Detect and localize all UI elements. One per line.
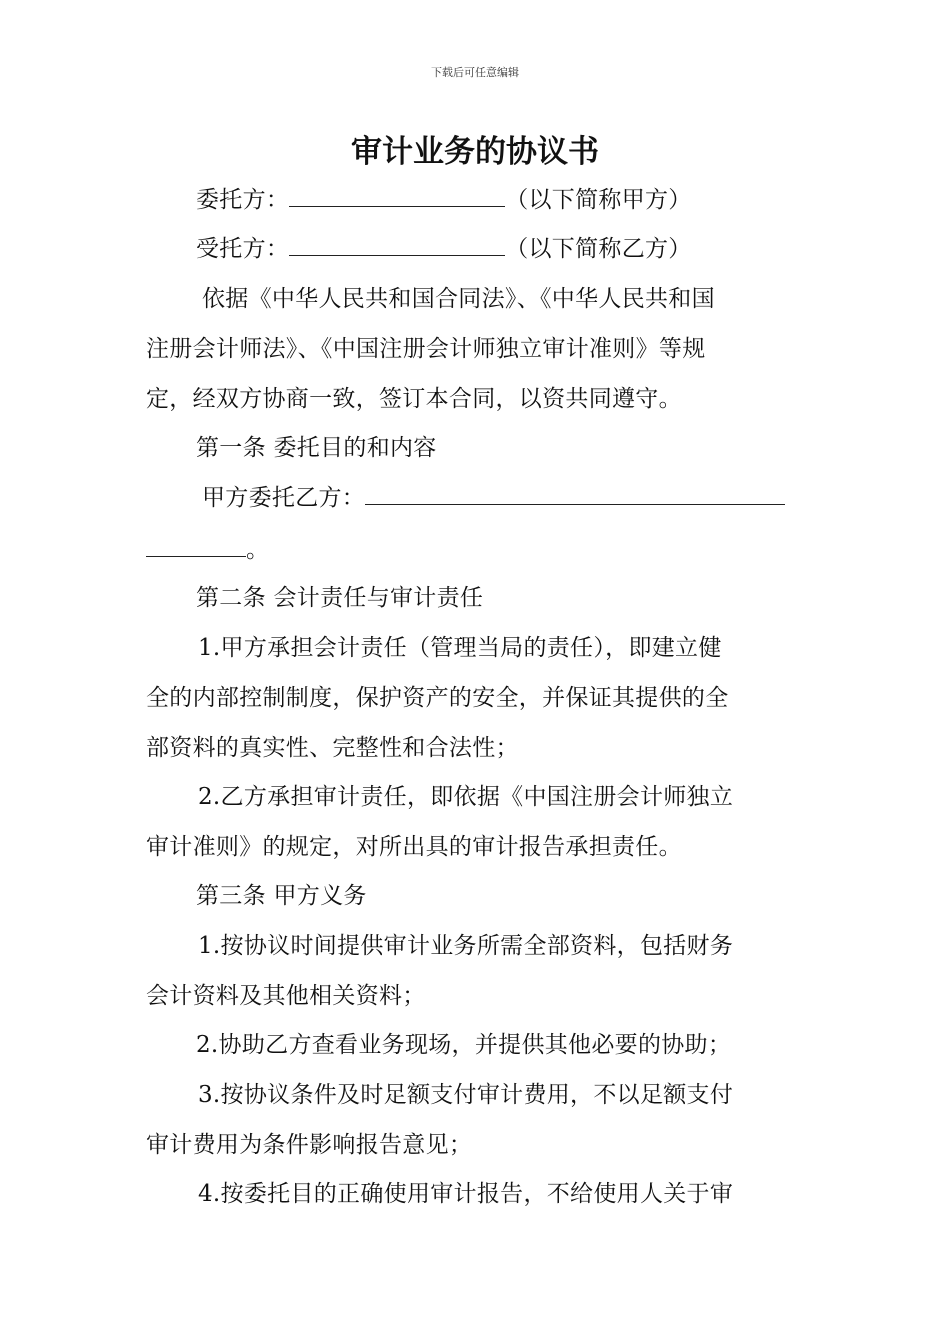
- paragraph-line: 部资料的真实性、完整性和合法性；: [146, 735, 519, 761]
- paragraph-line: 2.协助乙方查看业务现场，并提供其他必要的协助；: [196, 1032, 732, 1058]
- contractor-line: [196, 233, 806, 265]
- article-3-heading: 第三条 甲方义务: [196, 883, 367, 909]
- paragraph-line: 3.按协议条件及时足额支付审计费用，不以足额支付: [198, 1082, 734, 1108]
- paragraph-line: 审计准则》的规定，对所出具的审计报告承担责任。: [146, 834, 682, 860]
- commission-line-end: [146, 534, 806, 566]
- commission-blank-2: [146, 534, 246, 557]
- paragraph-line: 4.按委托目的正确使用审计报告，不给使用人关于审: [198, 1181, 734, 1207]
- page-header: 下载后可任意编辑: [431, 66, 519, 79]
- article-1-heading: 第一条 委托目的和内容: [196, 435, 437, 461]
- paragraph-line: 1.按协议时间提供审计业务所需全部资料，包括财务: [198, 933, 734, 959]
- commission-blank: [365, 482, 785, 505]
- contractor-label: 受托方：: [196, 236, 290, 262]
- paragraph-line: 定，经双方协商一致，签订本合同，以资共同遵守。: [146, 386, 682, 412]
- client-label: 委托方：: [196, 187, 290, 213]
- client-note: （以下简称甲方）: [505, 187, 692, 213]
- client-line: [196, 184, 806, 216]
- paragraph-line: 审计费用为条件影响报告意见；: [146, 1132, 473, 1158]
- contractor-blank: [289, 233, 505, 256]
- paragraph-line: 依据《中华人民共和国合同法》、《中华人民共和国: [202, 286, 715, 312]
- commission-line: [202, 482, 806, 514]
- paragraph-line: 会计资料及其他相关资料；: [146, 983, 426, 1009]
- paragraph-line: 注册会计师法》、《中国注册会计师独立审计准则》等规: [146, 336, 706, 362]
- document-title: 审计业务的协议书: [351, 134, 599, 170]
- article-2-heading: 第二条 会计责任与审计责任: [196, 585, 484, 611]
- commission-period: 。: [246, 537, 270, 563]
- client-blank: [289, 184, 505, 207]
- paragraph-line: 2.乙方承担审计责任，即依据《中国注册会计师独立: [198, 784, 734, 810]
- paragraph-line: 全的内部控制制度，保护资产的安全，并保证其提供的全: [146, 685, 729, 711]
- paragraph-line: 1.甲方承担会计责任（管理当局的责任），即建立健: [198, 635, 722, 661]
- contractor-note: （以下简称乙方）: [505, 236, 692, 262]
- commission-label: 甲方委托乙方：: [202, 485, 366, 511]
